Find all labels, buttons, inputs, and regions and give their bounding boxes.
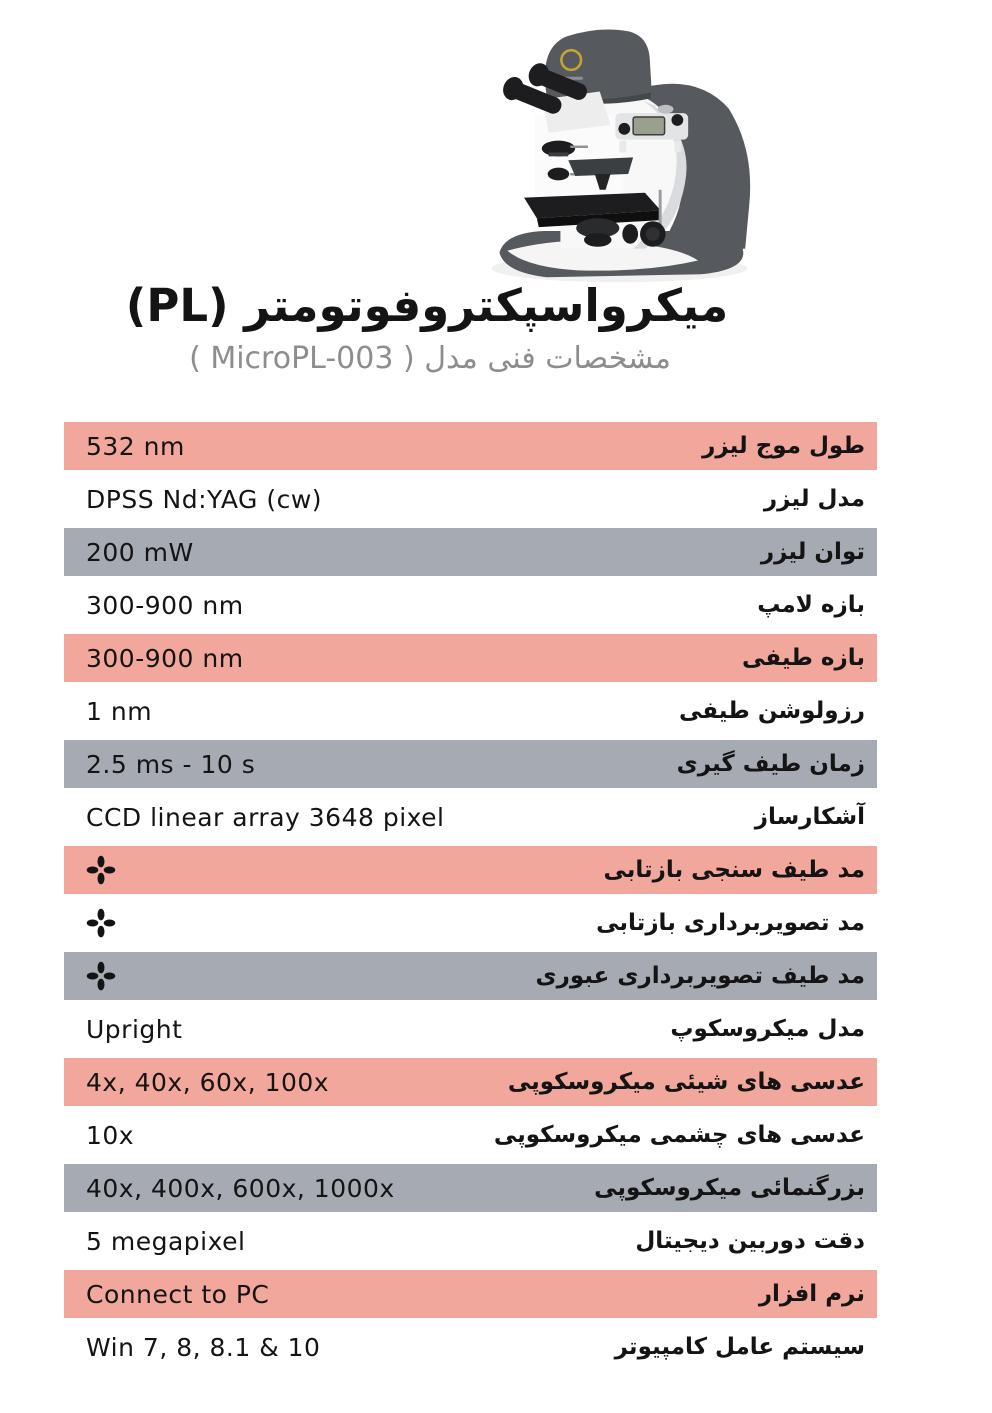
spec-row-transmission-spectral-imaging-mode [64, 952, 877, 1000]
spec-value: DPSS Nd:YAG (cw) [86, 484, 323, 514]
spec-row-laser-wavelength [64, 422, 877, 470]
spec-row-magnification [64, 1164, 877, 1212]
spec-value: 532 nm [86, 431, 185, 461]
spec-row-laser-model [64, 475, 877, 523]
page-subtitle: مشخصات فنی مدل ( MicroPL-003 ) [189, 341, 671, 376]
spec-label: بازه طیفی [742, 645, 865, 671]
spec-label: عدسی های چشمی میکروسکوپی [493, 1122, 865, 1148]
four-petal-asterisk-icon [86, 961, 116, 991]
spec-label: مدل لیزر [763, 486, 865, 512]
spec-value [86, 908, 116, 938]
spec-value: 40x, 400x, 600x, 1000x [86, 1173, 395, 1203]
four-petal-asterisk-icon [86, 855, 116, 885]
spec-value: Win 7, 8, 8.1 & 10 [86, 1332, 321, 1362]
spec-value: Upright [86, 1014, 183, 1044]
spec-row-spectral-resolution [64, 687, 877, 735]
spec-row-lamp-range [64, 581, 877, 629]
spec-label: رزولوشن طیفی [678, 698, 865, 724]
spec-label: مد طیف سنجی بازتابی [603, 857, 865, 883]
spec-label: مد تصویربرداری بازتابی [596, 910, 865, 936]
spec-row-objective-lenses [64, 1058, 877, 1106]
spec-row-microscope-model [64, 1005, 877, 1053]
spec-row-acquisition-time [64, 740, 877, 788]
four-petal-asterisk-icon [86, 908, 116, 938]
spec-label: دقت دوربین دیجیتال [635, 1228, 865, 1254]
spec-label: بازه لامپ [757, 592, 865, 618]
spec-row-camera-resolution [64, 1217, 877, 1265]
spec-label: مدل میکروسکوپ [670, 1016, 865, 1042]
spec-value [86, 961, 116, 991]
spec-value: 5 megapixel [86, 1226, 246, 1256]
spec-row-operating-system [64, 1323, 877, 1371]
spec-row-reflective-spectroscopy-mode [64, 846, 877, 894]
spec-value: 300-900 nm [86, 643, 244, 673]
spec-label: آشکارساز [754, 804, 865, 830]
spec-value [86, 855, 116, 885]
spec-value: 300-900 nm [86, 590, 244, 620]
spec-row-software [64, 1270, 877, 1318]
spec-value: 10x [86, 1120, 135, 1150]
spec-row-reflective-imaging-mode [64, 899, 877, 947]
spec-row-detector [64, 793, 877, 841]
spec-label: توان لیزر [760, 539, 865, 565]
spec-value: CCD linear array 3648 pixel [86, 802, 445, 832]
upright-microscope-photo [450, 5, 775, 290]
spec-value: 2.5 ms - 10 s [86, 749, 256, 779]
spec-table [64, 422, 877, 1376]
spec-label: طول موج لیزر [702, 433, 865, 459]
spec-label: سیستم عامل کامپیوتر [614, 1334, 865, 1360]
spec-value: 200 mW [86, 537, 194, 567]
spec-value: 1 nm [86, 696, 153, 726]
spec-row-laser-power [64, 528, 877, 576]
spec-row-spectral-range [64, 634, 877, 682]
page-title: میکرواسپکتروفوتومتر (PL) [125, 279, 729, 332]
spec-label: بزرگنمائی میکروسکوپی [594, 1175, 865, 1201]
spec-label: زمان طیف گیری [676, 751, 865, 777]
spec-row-eyepiece-lenses [64, 1111, 877, 1159]
spec-label: عدسی های شیئی میکروسکوپی [507, 1069, 865, 1095]
spec-value: 4x, 40x, 60x, 100x [86, 1067, 330, 1097]
spec-label: نرم افزار [758, 1281, 865, 1307]
spec-value: Connect to PC [86, 1279, 270, 1309]
spec-label: مد طیف تصویربرداری عبوری [535, 963, 865, 989]
